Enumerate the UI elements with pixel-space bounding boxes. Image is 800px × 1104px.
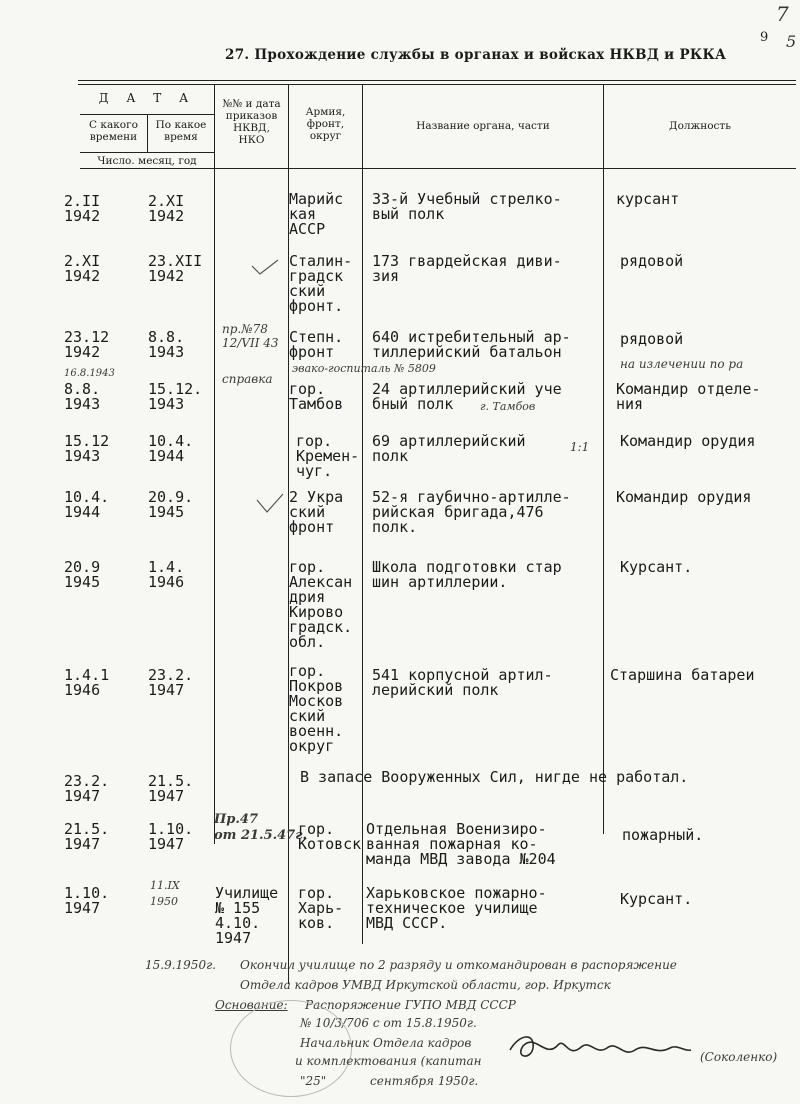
row-2-army: Сталин- градск ский фронт.	[289, 252, 353, 315]
row-5-to: 10.4. 1944	[148, 432, 194, 465]
row-11-order: Училище № 155 4.10. 1947	[215, 884, 279, 947]
row-6-position: Командир орудия	[616, 488, 752, 506]
row-8-unit: 541 корпусной артил- лерийский полк	[372, 666, 553, 699]
row-2-unit: 173 гвардейская диви- зия	[372, 252, 562, 285]
row-1-to: 2.XI 1942	[148, 192, 185, 225]
table-top-line	[78, 80, 796, 81]
row-4-army: гор. Тамбов	[289, 380, 344, 413]
header-army: Армия, фронт, округ	[305, 106, 346, 143]
row-6-from: 10.4. 1944	[64, 488, 110, 521]
row-10-army: гор. Котовск	[298, 820, 362, 853]
row-4-city: г. Тамбов	[480, 400, 536, 413]
row-10-from: 21.5. 1947	[64, 820, 110, 853]
header-position: Должность	[669, 120, 731, 132]
row-4-unit: 24 артиллерийский уче бный полк	[372, 380, 562, 413]
row-3-margin-note: на излечении по ра	[620, 357, 744, 371]
row-11-from: 1.10. 1947	[64, 884, 110, 917]
row-5-position: Командир орудия	[620, 432, 756, 450]
row-11-position: Курсант.	[620, 890, 693, 908]
signature	[505, 1028, 695, 1068]
row-5-unit: 69 артиллерийский полк	[372, 432, 526, 465]
row-4-to: 15.12. 1943	[148, 380, 203, 413]
checkmark-icon	[250, 258, 280, 278]
footer-date: 15.9.1950г.	[145, 958, 216, 972]
row-4-position: Командир отделе- ния	[616, 380, 761, 413]
footer-basis: Распоряжение ГУПО МВД СССР	[305, 998, 516, 1012]
header-date-format: Число. месяц, год	[97, 155, 197, 167]
table-top-line-2	[78, 84, 796, 85]
row-10-order: Пр.47 от 21.5.47г.	[214, 812, 308, 843]
row-6-to: 20.9. 1945	[148, 488, 194, 521]
row-2-from: 2.XI 1942	[64, 252, 101, 285]
page-number: 9	[760, 30, 769, 45]
row-1-army: Марийс кая АССР	[289, 190, 344, 238]
header-bottom-line	[80, 168, 796, 169]
row-3-from: 23.12 1942	[64, 328, 110, 361]
row-1-position: курсант	[616, 190, 680, 208]
row-10-position: пожарный.	[622, 826, 704, 844]
row-7-unit: Школа подготовки стар шин артиллерии.	[372, 558, 562, 591]
row-5-army: гор. Кремен- чуг.	[296, 432, 360, 480]
row-11-unit: Харьковское пожарно- техническое училище МВД СССР.	[366, 884, 547, 932]
row-9-from: 23.2. 1947	[64, 772, 110, 805]
header-date-group: Д А Т А	[98, 91, 196, 105]
row-9-to: 21.5. 1947	[148, 772, 194, 805]
row-10-to: 1.10. 1947	[148, 820, 194, 853]
row-4-from: 8.8. 1943	[64, 380, 101, 413]
row-1-unit: 33-й Учебный стрелко- вый полк	[372, 190, 562, 223]
col-divider-unit	[362, 84, 363, 944]
row-11-army: гор. Харь- ков.	[298, 884, 344, 932]
corner-mark-1: 7	[776, 2, 789, 26]
corner-mark-2: 5	[786, 32, 797, 51]
footer-completion: Окончил училище по 2 разряду и откомандирован в распоряжение	[240, 958, 677, 972]
footer-completion-2: Отдела кадров УМВД Иркутской области, гор. Иркутск	[240, 978, 611, 992]
header-unit: Название органа, части	[416, 120, 550, 132]
row-3-position: рядовой	[620, 330, 684, 348]
footer-stamp-month: сентября 1950г.	[370, 1074, 479, 1088]
footer-chief-2: и комплектования (капитан	[295, 1054, 482, 1068]
header-from: С какого времени	[89, 119, 138, 144]
row-3-order: пр.№78 12/VII 43	[222, 322, 279, 350]
row-2-to: 23.XII 1942	[148, 252, 203, 285]
row-1-from: 2.II 1942	[64, 192, 101, 225]
row-9-unit: В запасе Вооруженных Сил, нигде не работал.	[300, 768, 689, 786]
footer-basis-label: Основание:	[215, 998, 288, 1012]
col-divider-position	[603, 84, 604, 834]
row-10-unit: Отдельная Военизиро- ванная пожарная ко- манда МВД завода №204	[366, 820, 556, 868]
row-5-side-note: 1:1	[570, 440, 590, 454]
checkmark-icon-2	[255, 492, 285, 516]
row-2-position: рядовой	[620, 252, 684, 270]
row-11-to: 11.IX 1950	[150, 879, 180, 908]
row-7-army: гор. Алексан дрия Кирово градск. обл.	[289, 558, 353, 651]
row-3-unit: 640 истребительный ар- тиллерийский батальон	[372, 328, 571, 361]
page-title: 27. Прохождение службы в органах и войсках НКВД и РККА	[225, 47, 727, 63]
row-3-army: Степн. фронт	[289, 328, 344, 361]
row-8-army: гор. Покров Москов ский военн. округ	[289, 662, 344, 755]
row-7-from: 20.9 1945	[64, 558, 101, 591]
footer-signer: (Соколенко)	[700, 1050, 778, 1064]
header-to: По какое время	[155, 119, 207, 144]
row-4-extra: эвако-госпиталь № 5809	[292, 362, 436, 375]
footer-chief: Начальник Отдела кадров	[300, 1036, 472, 1050]
row-8-to: 23.2. 1947	[148, 666, 194, 699]
row-3-to: 8.8. 1943	[148, 328, 185, 361]
row-7-to: 1.4. 1946	[148, 558, 185, 591]
row-5-from: 15.12 1943	[64, 432, 110, 465]
col-divider-orders	[214, 84, 215, 844]
row-7-position: Курсант.	[620, 558, 693, 576]
footer-stamp-day: "25"	[300, 1074, 327, 1088]
row-4-order-date: 16.8.1943	[64, 368, 115, 379]
row-4-ref: справка	[222, 372, 273, 386]
footer-basis-2: № 10/3/706 с от 15.8.1950г.	[300, 1016, 477, 1030]
row-6-unit: 52-я гаубично-артилле- рийская бригада,476 полк.	[372, 488, 571, 536]
row-8-position: Старшина батареи	[610, 666, 755, 684]
row-8-from: 1.4.1 1946	[64, 666, 110, 699]
header-orders: №№ и дата приказов НКВД, НКО	[222, 98, 281, 147]
date-format-line	[80, 152, 214, 153]
row-6-army: 2 Укра ский фронт	[289, 488, 344, 536]
